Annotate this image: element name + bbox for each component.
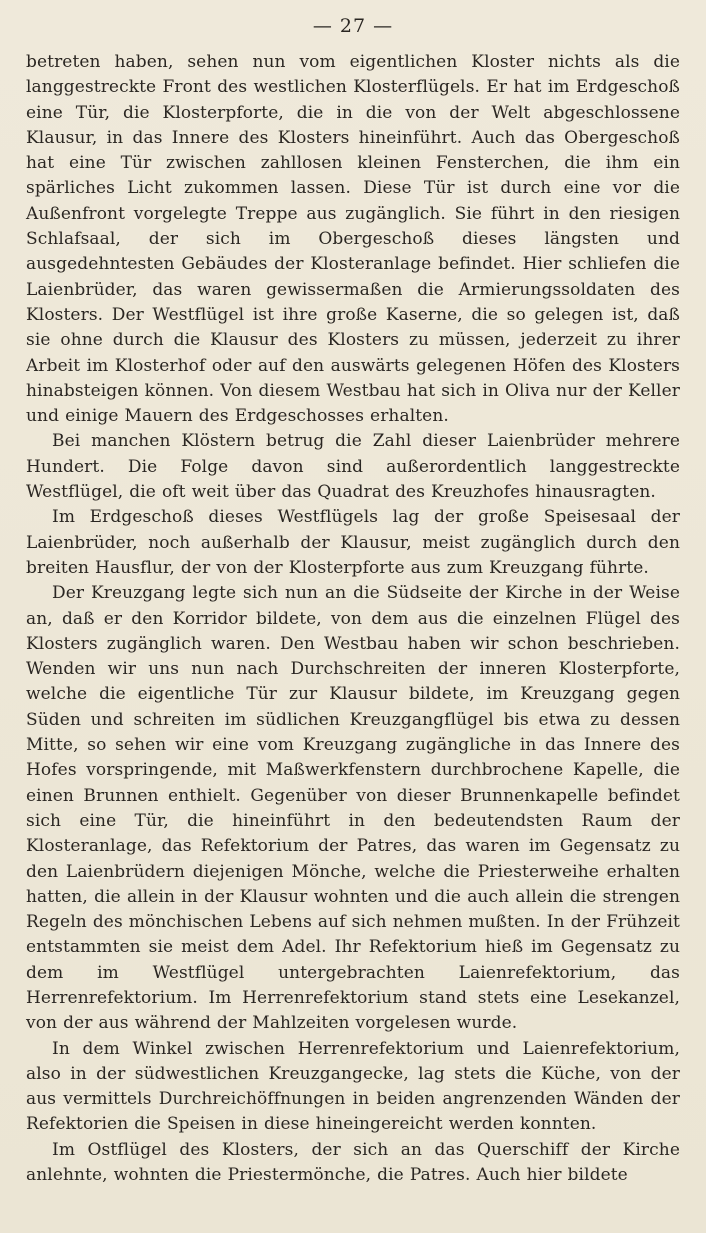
paragraph-5: In dem Winkel zwischen Herrenrefektorium und Laienrefektorium, also in der südwestlichen Kreuzgangecke, lag stets die Küche, von der aus vermittels Durchreichöffnungen in beiden angrenzenden Wänden der Refektorien die Speisen in diese hineingereicht werden konnten. bbox=[26, 1038, 680, 1135]
page-number: — 27 — bbox=[312, 15, 394, 37]
paragraph-1: betreten haben, sehen nun vom eigentlichen Kloster nichts als die langgestreckte Front des westlichen Klosterflügels. Er hat im Erdgeschoß eine Tür, die Klosterpforte, die in die von der Welt abgeschlossene Klausur, in das Innere des Klosters hineinführt. Auch das Obergeschoß hat eine Tür zwischen zahllosen kleinen Fensterchen, die ihm ein spärliches Licht zukommen lassen. Diese Tür ist durch eine vor die Außenfront vorgelegte Treppe aus zugänglich. Sie führt in den riesigen Schlafsaal, der sich im Obergeschoß dieses längsten und ausgedehntesten Gebäudes der Klosteranlage befindet. Hier schliefen die Laienbrüder, das waren gewissermaßen die Armierungssoldaten des Klosters. Der Westflügel ist ihre große Kaserne, die so gelegen ist, daß sie ohne durch die Klausur des Klosters zu müssen, jederzeit zu ihrer Arbeit im Klosterhof oder auf den auswärts gelegenen Höfen des Klosters hinabsteigen können. Von diesem Westbau hat sich in Oliva nur der Keller und einige Mauern des Erdgeschosses erhalten. bbox=[26, 52, 680, 427]
paragraph-6: Im Ostflügel des Klosters, der sich an das Querschiff der Kirche anlehnte, wohnten die Priestermönche, die Patres. Auch hier bildete bbox=[26, 1139, 680, 1186]
paragraph-4: Der Kreuzgang legte sich nun an die Südseite der Kirche in der Weise an, daß er den Korridor bildete, von dem aus die einzelnen Flügel des Klosters zugänglich waren. Den Westbau haben wir schon beschrieben. Wenden wir uns nun nach Durchschreiten der inneren Klosterpforte, welche die eigentliche Tür zur Klausur bildete, im Kreuzgang gegen Süden und schreiten im südlichen Kreuzgangflügel bis etwa zu dessen Mitte, so sehen wir eine vom Kreuzgang zugängliche in das Innere des Hofes vorspringende, mit Maßwerkfenstern durchbrochene Kapelle, die einen Brunnen enthielt. Gegenüber von dieser Brunnenkapelle befindet sich eine Tür, die hineinführt in den bedeutendsten Raum der Klosteranlage, das Refektorium der Patres, das waren im Gegensatz zu den Laienbrüdern diejenigen Mönche, welche die Priesterweihe erhalten hatten, die allein in der Klausur wohnten und die auch allein die strengen Regeln des mönchischen Lebens auf sich nehmen mußten. In der Frühzeit entstammten sie meist dem Adel. Ihr Refektorium hieß im Gegensatz zu dem im Westflügel untergebrachten Laienrefektorium, das Herrenrefektorium. Im Herrenrefektorium stand stets eine Lesekanzel, von der aus während der Mahlzeiten vorgelesen wurde. bbox=[26, 583, 680, 1034]
paragraph-2: Bei manchen Klöstern betrug die Zahl dieser Laienbrüder mehrere Hundert. Die Folge davon sind außerordentlich langgestreckte Westflügel, die oft weit über das Quadrat des Kreuzhofes hinausragten. bbox=[26, 431, 680, 503]
paragraph-3: Im Erdgeschoß dieses Westflügels lag der große Speisesaal der Laienbrüder, noch außerhalb der Klausur, meist zugänglich durch den breiten Hausflur, der von der Klosterpforte aus zum Kreuzgang führte. bbox=[26, 507, 680, 578]
body-text bbox=[26, 50, 680, 1188]
